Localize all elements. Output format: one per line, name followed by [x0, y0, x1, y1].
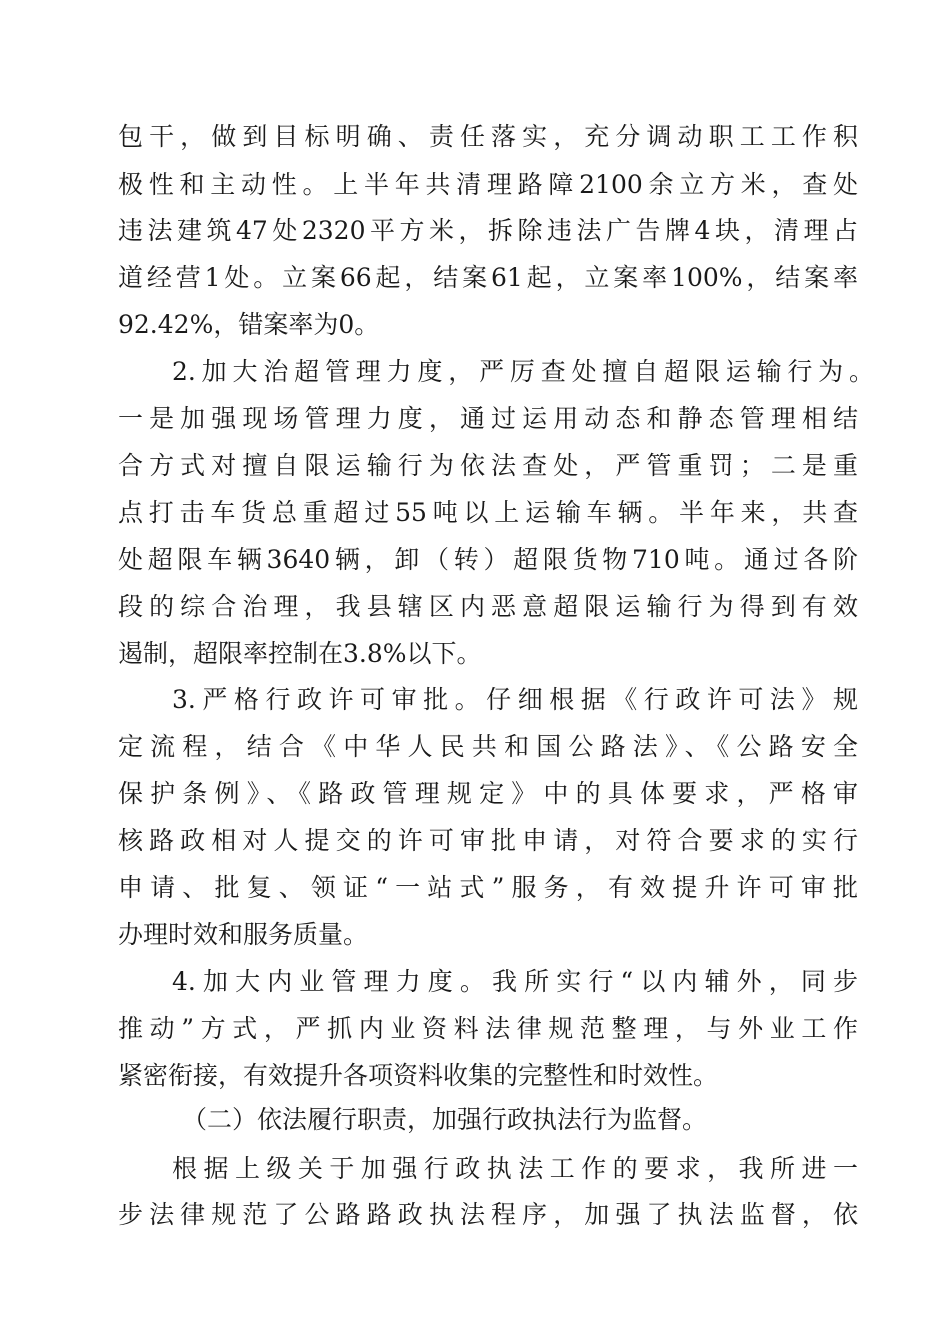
text-line: 合方式对擅自限运输行为依法查处，严管重罚；二是重: [118, 451, 858, 480]
text-line: 办理时效和服务质量。: [118, 920, 369, 949]
text-line: 极性和主动性。上半年共清理路障2100余立方米，查处: [118, 170, 858, 199]
text-line: 紧密衔接，有效提升各项资料收集的完整性和时效性。: [118, 1061, 719, 1090]
text-line: 一是加强现场管理力度，通过运用动态和静态管理相结: [118, 404, 858, 433]
text-line: 申请、批复、领证“一站式”服务，有效提升许可审批: [118, 873, 858, 902]
text-line: 保护条例》、《路政管理规定》中的具体要求，严格审: [118, 779, 858, 808]
paragraph-heading: 4.加大内业管理力度。我所实行“以内辅外，同步: [172, 967, 858, 996]
text-line: 段的综合治理，我县辖区内恶意超限运输行为得到有效: [118, 592, 858, 621]
text-line: 道经营1处。立案66起，结案61起，立案率100%，结案率: [118, 263, 858, 292]
paragraph-heading: 3.严格行政许可审批。仔细根据《行政许可法》规: [172, 685, 858, 714]
text-line: 包干，做到目标明确、责任落实，充分调动职工工作积: [118, 122, 858, 151]
text-line: 点打击车货总重超过55吨以上运输车辆。半年来，共查: [118, 498, 858, 527]
text-line: 推动”方式，严抓内业资料法律规范整理，与外业工作: [118, 1014, 858, 1043]
text-line: 遏制，超限率控制在3.8%以下。: [118, 639, 482, 668]
text-line: 核路政相对人提交的许可审批申请，对符合要求的实行: [118, 826, 858, 855]
text-line: 定流程，结合《中华人民共和国公路法》、《公路安全: [118, 732, 858, 761]
text-line: 违法建筑47处2320平方米，拆除违法广告牌4块，清理占: [118, 216, 858, 245]
text-line: 92.42%，错案率为0。: [118, 310, 380, 339]
text-line: 处超限车辆3640辆，卸（转）超限货物710吨。通过各阶: [118, 545, 858, 574]
text-line: 根据上级关于加强行政执法工作的要求，我所进一: [172, 1154, 858, 1183]
text-line: 步法律规范了公路路政执法程序，加强了执法监督，依: [118, 1200, 858, 1229]
section-heading: （二）依法履行职责，加强行政执法行为监督。: [182, 1105, 708, 1134]
paragraph-heading: 2.加大治超管理力度，严厉查处擅自超限运输行为。: [172, 357, 874, 386]
